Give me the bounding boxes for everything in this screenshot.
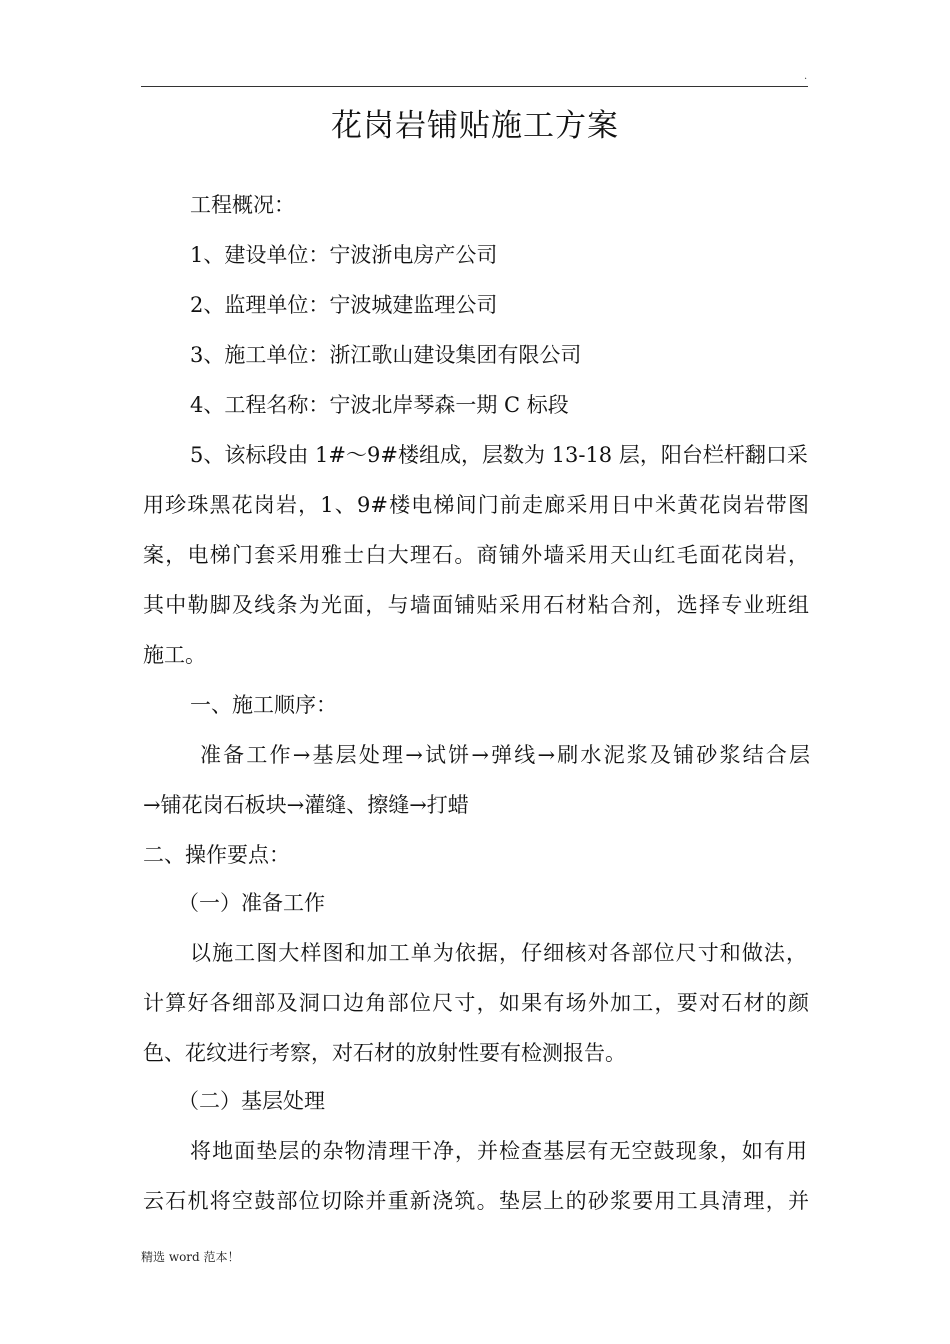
header-dot: . <box>804 71 808 82</box>
section-key-points-heading: 二、操作要点： <box>143 843 290 867</box>
paragraph-scope-line-4: 其中勒脚及线条为光面，与墙面铺贴采用石材粘合剂，选择专业班组 <box>143 593 809 617</box>
sequence-line-1: 准备工作→基层处理→试饼→弹线→刷水泥浆及铺砂浆结合层 <box>200 743 810 767</box>
list-item-supervisor: 2、监理单位：宁波城建监理公司 <box>190 293 498 317</box>
paragraph-preparation-line-3: 色、花纹进行考察，对石材的放射性要有检测报告。 <box>143 1041 626 1065</box>
paragraph-preparation-line-2: 计算好各细部及洞口边角部位尺寸，如果有场外加工，要对石材的颜 <box>143 991 809 1015</box>
paragraph-scope-line-1: 5、该标段由 1#～9#楼组成，层数为 13-18 层，阳台栏杆翻口采 <box>190 443 808 467</box>
list-item-project-name: 4、工程名称：宁波北岸琴森一期 C 标段 <box>190 393 569 417</box>
subsection-base-treatment-heading: （二）基层处理 <box>178 1089 325 1113</box>
section-sequence-heading: 一、施工顺序： <box>190 693 337 717</box>
section-overview-heading: 工程概况： <box>190 193 295 217</box>
paragraph-preparation-line-1: 以施工图大样图和加工单为依据，仔细核对各部位尺寸和做法， <box>190 941 807 965</box>
sequence-line-2: →铺花岗石板块→灌缝、擦缝→打蜡 <box>143 793 469 817</box>
document-title: 花岗岩铺贴施工方案 <box>331 108 619 144</box>
paragraph-base-treatment-line-1: 将地面垫层的杂物清理干净，并检查基层有无空鼓现象，如有用 <box>190 1139 807 1163</box>
paragraph-scope-line-3: 案，电梯门套采用雅士白大理石。商铺外墙采用天山红毛面花岗岩， <box>143 543 809 567</box>
list-item-contractor: 3、施工单位：浙江歌山建设集团有限公司 <box>190 343 582 367</box>
subsection-preparation-heading: （一）准备工作 <box>178 891 325 915</box>
list-item-owner: 1、建设单位：宁波浙电房产公司 <box>190 243 498 267</box>
header-rule <box>141 86 808 87</box>
paragraph-scope-line-2: 用珍珠黑花岗岩，1、9#楼电梯间门前走廊采用日中米黄花岗岩带图 <box>143 493 809 517</box>
paragraph-base-treatment-line-2: 云石机将空鼓部位切除并重新浇筑。垫层上的砂浆要用工具清理，并 <box>143 1189 809 1213</box>
page-footer: 精选 word 范本！ <box>141 1250 240 1264</box>
paragraph-scope-line-5: 施工。 <box>143 643 206 667</box>
